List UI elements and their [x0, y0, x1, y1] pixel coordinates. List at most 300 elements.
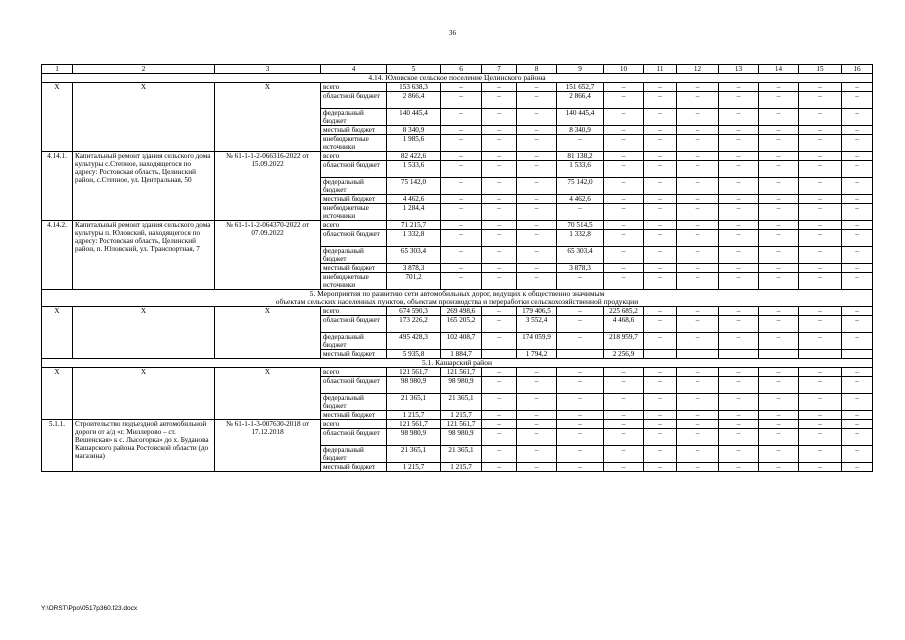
- value-cell: –: [759, 161, 799, 178]
- table-row: [42, 420, 873, 429]
- value-cell: –: [557, 135, 604, 152]
- value-cell: –: [719, 273, 759, 290]
- value-cell: –: [759, 394, 799, 411]
- value-cell: –: [557, 307, 604, 316]
- value-cell: –: [644, 247, 677, 264]
- value-cell: –: [557, 420, 604, 429]
- value-cell: –: [759, 135, 799, 152]
- item-number: X: [42, 83, 73, 152]
- value-cell: 3 878,3: [557, 264, 604, 273]
- value-cell: –: [441, 204, 482, 221]
- value-cell: –: [644, 333, 677, 350]
- value-cell: –: [644, 446, 677, 463]
- value-cell: –: [677, 368, 719, 377]
- value-cell: –: [557, 368, 604, 377]
- value-cell: –: [842, 178, 873, 195]
- value-cell: –: [604, 420, 644, 429]
- value-cell: 1 533,6: [387, 161, 441, 178]
- value-cell: –: [482, 377, 517, 394]
- header-row: [42, 65, 873, 74]
- value-cell: 165 205,2: [441, 316, 482, 333]
- value-cell: 1 215,7: [441, 411, 482, 420]
- value-cell: 121 561,7: [441, 420, 482, 429]
- value-cell: –: [482, 135, 517, 152]
- value-cell: –: [719, 204, 759, 221]
- value-cell: –: [644, 126, 677, 135]
- value-cell: –: [517, 92, 557, 109]
- value-cell: [842, 350, 873, 359]
- expertise-number: X: [215, 368, 321, 420]
- value-cell: –: [677, 195, 719, 204]
- value-cell: –: [482, 463, 517, 472]
- item-number: X: [42, 368, 73, 420]
- value-cell: –: [677, 92, 719, 109]
- page-number: 36: [449, 29, 456, 37]
- value-cell: –: [604, 161, 644, 178]
- header-cell: 10: [604, 65, 644, 74]
- value-cell: –: [799, 92, 842, 109]
- value-cell: –: [677, 429, 719, 446]
- value-cell: 1 332,8: [387, 230, 441, 247]
- value-cell: –: [644, 377, 677, 394]
- value-cell: 1 884,7: [441, 350, 482, 359]
- value-cell: –: [517, 411, 557, 420]
- value-cell: –: [759, 109, 799, 126]
- value-cell: 1 332,8: [557, 230, 604, 247]
- value-cell: –: [517, 446, 557, 463]
- value-cell: –: [604, 135, 644, 152]
- value-cell: –: [799, 411, 842, 420]
- value-cell: 1 794,2: [517, 350, 557, 359]
- value-cell: 701,2: [387, 273, 441, 290]
- value-cell: –: [719, 420, 759, 429]
- header-cell: 9: [557, 65, 604, 74]
- value-cell: –: [644, 135, 677, 152]
- value-cell: –: [517, 230, 557, 247]
- header-cell: 12: [677, 65, 719, 74]
- value-cell: –: [441, 152, 482, 161]
- value-cell: 98 980,9: [441, 377, 482, 394]
- value-cell: [482, 350, 517, 359]
- value-cell: 3 878,3: [387, 264, 441, 273]
- value-cell: –: [604, 221, 644, 230]
- value-cell: –: [482, 178, 517, 195]
- value-cell: –: [759, 92, 799, 109]
- value-cell: –: [677, 230, 719, 247]
- value-cell: –: [441, 178, 482, 195]
- value-cell: 1 985,6: [387, 135, 441, 152]
- value-cell: –: [842, 83, 873, 92]
- expertise-number: № 61-1-1-2-064370-2022 от 07.09.2022: [215, 221, 321, 290]
- header-cell: 4: [321, 65, 387, 74]
- value-cell: 8 340,9: [387, 126, 441, 135]
- value-cell: [799, 350, 842, 359]
- value-cell: 65 303,4: [557, 247, 604, 264]
- funding-source: федеральный бюджет: [321, 333, 387, 350]
- value-cell: –: [517, 394, 557, 411]
- value-cell: –: [719, 230, 759, 247]
- object-name: Капитальный ремонт здания сельского дома культуры п. Юловский, находящегося по адресу: Ростовская область, Целинский район, п. Юловский, ул. Транспортная, 7: [73, 221, 215, 290]
- value-cell: –: [719, 394, 759, 411]
- value-cell: 70 514,5: [557, 221, 604, 230]
- value-cell: [677, 350, 719, 359]
- value-cell: –: [482, 273, 517, 290]
- value-cell: –: [799, 394, 842, 411]
- value-cell: –: [604, 429, 644, 446]
- value-cell: –: [759, 152, 799, 161]
- value-cell: 4 462,6: [557, 195, 604, 204]
- section-title-line: 5. Мероприятия по развитию сети автомобильных дорог, ведущих к общественно значимым: [309, 289, 605, 298]
- value-cell: –: [482, 333, 517, 350]
- value-cell: –: [759, 178, 799, 195]
- value-cell: –: [441, 221, 482, 230]
- value-cell: –: [842, 333, 873, 350]
- value-cell: 71 215,7: [387, 221, 441, 230]
- value-cell: –: [482, 83, 517, 92]
- value-cell: –: [719, 126, 759, 135]
- value-cell: –: [482, 446, 517, 463]
- value-cell: –: [799, 446, 842, 463]
- value-cell: 153 638,3: [387, 83, 441, 92]
- value-cell: 75 142,0: [557, 178, 604, 195]
- value-cell: –: [799, 273, 842, 290]
- value-cell: –: [799, 307, 842, 316]
- value-cell: 140 445,4: [557, 109, 604, 126]
- funding-source: внебюджетные источники: [321, 204, 387, 221]
- value-cell: [557, 350, 604, 359]
- value-cell: –: [719, 411, 759, 420]
- value-cell: 5 935,8: [387, 350, 441, 359]
- value-cell: 1 284,4: [387, 204, 441, 221]
- value-cell: –: [604, 394, 644, 411]
- value-cell: 8 340,9: [557, 126, 604, 135]
- value-cell: –: [799, 429, 842, 446]
- value-cell: 2 256,9: [604, 350, 644, 359]
- value-cell: –: [557, 316, 604, 333]
- value-cell: –: [677, 394, 719, 411]
- value-cell: –: [644, 221, 677, 230]
- value-cell: –: [482, 394, 517, 411]
- value-cell: –: [644, 152, 677, 161]
- value-cell: –: [719, 178, 759, 195]
- value-cell: –: [677, 264, 719, 273]
- value-cell: 1 215,7: [387, 463, 441, 472]
- value-cell: 98 980,9: [387, 377, 441, 394]
- value-cell: 174 059,9: [517, 333, 557, 350]
- value-cell: 173 226,2: [387, 316, 441, 333]
- value-cell: –: [604, 109, 644, 126]
- value-cell: –: [719, 135, 759, 152]
- value-cell: –: [677, 221, 719, 230]
- value-cell: –: [799, 247, 842, 264]
- value-cell: –: [842, 221, 873, 230]
- value-cell: –: [517, 135, 557, 152]
- value-cell: –: [604, 368, 644, 377]
- object-name: Капитальный ремонт здания сельского дома культуры с.Степное, находящегося по адресу: Ростовская область, Целинский район, с.Степное, ул. Центральная, 50: [73, 152, 215, 221]
- value-cell: –: [644, 316, 677, 333]
- value-cell: –: [842, 161, 873, 178]
- value-cell: –: [644, 411, 677, 420]
- value-cell: 98 980,9: [387, 429, 441, 446]
- value-cell: –: [799, 126, 842, 135]
- value-cell: –: [517, 377, 557, 394]
- funding-source: федеральный бюджет: [321, 247, 387, 264]
- header-cell: 11: [644, 65, 677, 74]
- value-cell: –: [604, 195, 644, 204]
- value-cell: –: [719, 316, 759, 333]
- value-cell: –: [517, 368, 557, 377]
- value-cell: –: [677, 463, 719, 472]
- table-row: [42, 221, 873, 230]
- value-cell: –: [644, 83, 677, 92]
- value-cell: –: [759, 195, 799, 204]
- value-cell: –: [644, 178, 677, 195]
- value-cell: –: [441, 264, 482, 273]
- value-cell: –: [842, 429, 873, 446]
- value-cell: –: [482, 109, 517, 126]
- value-cell: [719, 350, 759, 359]
- value-cell: –: [482, 307, 517, 316]
- value-cell: –: [604, 446, 644, 463]
- value-cell: –: [644, 273, 677, 290]
- value-cell: 1 215,7: [387, 411, 441, 420]
- funding-source: всего: [321, 420, 387, 429]
- value-cell: –: [482, 204, 517, 221]
- value-cell: –: [517, 463, 557, 472]
- value-cell: –: [799, 368, 842, 377]
- value-cell: –: [482, 316, 517, 333]
- value-cell: –: [719, 247, 759, 264]
- value-cell: –: [719, 109, 759, 126]
- item-number: 4.14.1.: [42, 152, 73, 221]
- value-cell: –: [517, 126, 557, 135]
- value-cell: –: [441, 83, 482, 92]
- value-cell: –: [719, 446, 759, 463]
- value-cell: –: [482, 152, 517, 161]
- value-cell: –: [517, 264, 557, 273]
- value-cell: –: [517, 83, 557, 92]
- value-cell: –: [677, 446, 719, 463]
- funding-source: местный бюджет: [321, 463, 387, 472]
- funding-source: всего: [321, 83, 387, 92]
- value-cell: –: [604, 273, 644, 290]
- value-cell: –: [759, 420, 799, 429]
- funding-source: областной бюджет: [321, 161, 387, 178]
- value-cell: 21 365,1: [441, 394, 482, 411]
- value-cell: 21 365,1: [387, 446, 441, 463]
- value-cell: –: [842, 204, 873, 221]
- funding-source: федеральный бюджет: [321, 109, 387, 126]
- value-cell: –: [759, 247, 799, 264]
- value-cell: –: [759, 463, 799, 472]
- value-cell: –: [482, 429, 517, 446]
- value-cell: –: [557, 204, 604, 221]
- value-cell: –: [604, 230, 644, 247]
- value-cell: –: [719, 152, 759, 161]
- value-cell: –: [677, 420, 719, 429]
- value-cell: –: [482, 247, 517, 264]
- value-cell: –: [719, 221, 759, 230]
- value-cell: –: [517, 221, 557, 230]
- header-cell: 14: [759, 65, 799, 74]
- table-row: [42, 368, 873, 377]
- value-cell: –: [644, 394, 677, 411]
- value-cell: –: [482, 368, 517, 377]
- object-name: X: [73, 83, 215, 152]
- value-cell: –: [842, 394, 873, 411]
- value-cell: –: [482, 92, 517, 109]
- expertise-number: X: [215, 307, 321, 359]
- funding-source: местный бюджет: [321, 411, 387, 420]
- value-cell: –: [441, 195, 482, 204]
- value-cell: –: [604, 152, 644, 161]
- value-cell: –: [842, 152, 873, 161]
- value-cell: –: [677, 83, 719, 92]
- value-cell: –: [677, 126, 719, 135]
- header-cell: 16: [842, 65, 873, 74]
- value-cell: –: [759, 377, 799, 394]
- funding-source: местный бюджет: [321, 264, 387, 273]
- table-body: [42, 65, 873, 472]
- value-cell: –: [759, 83, 799, 92]
- value-cell: –: [759, 333, 799, 350]
- value-cell: –: [557, 463, 604, 472]
- value-cell: –: [842, 230, 873, 247]
- funding-source: всего: [321, 368, 387, 377]
- table-row: [42, 83, 873, 92]
- funding-source: областной бюджет: [321, 92, 387, 109]
- value-cell: –: [517, 273, 557, 290]
- header-cell: 8: [517, 65, 557, 74]
- value-cell: –: [719, 307, 759, 316]
- value-cell: 21 365,1: [387, 394, 441, 411]
- value-cell: –: [644, 109, 677, 126]
- value-cell: 65 303,4: [387, 247, 441, 264]
- value-cell: –: [759, 368, 799, 377]
- value-cell: –: [604, 83, 644, 92]
- value-cell: –: [719, 92, 759, 109]
- value-cell: –: [799, 161, 842, 178]
- value-cell: –: [441, 273, 482, 290]
- value-cell: –: [644, 195, 677, 204]
- value-cell: –: [604, 126, 644, 135]
- value-cell: –: [799, 109, 842, 126]
- value-cell: –: [719, 333, 759, 350]
- value-cell: –: [604, 463, 644, 472]
- value-cell: –: [482, 264, 517, 273]
- value-cell: –: [719, 463, 759, 472]
- value-cell: –: [441, 161, 482, 178]
- object-name: X: [73, 368, 215, 420]
- expertise-number: X: [215, 83, 321, 152]
- value-cell: –: [799, 463, 842, 472]
- value-cell: –: [842, 247, 873, 264]
- value-cell: –: [644, 368, 677, 377]
- funding-source: областной бюджет: [321, 230, 387, 247]
- value-cell: –: [799, 264, 842, 273]
- value-cell: –: [644, 420, 677, 429]
- value-cell: –: [842, 446, 873, 463]
- value-cell: –: [719, 195, 759, 204]
- value-cell: –: [799, 333, 842, 350]
- value-cell: –: [441, 135, 482, 152]
- value-cell: –: [759, 316, 799, 333]
- value-cell: –: [482, 126, 517, 135]
- value-cell: –: [517, 204, 557, 221]
- funding-source: федеральный бюджет: [321, 446, 387, 463]
- value-cell: 495 428,3: [387, 333, 441, 350]
- table-row: [42, 152, 873, 161]
- funding-source: внебюджетные источники: [321, 273, 387, 290]
- object-name: X: [73, 307, 215, 359]
- section-row: [42, 290, 873, 307]
- value-cell: –: [759, 204, 799, 221]
- value-cell: 218 959,7: [604, 333, 644, 350]
- value-cell: 21 365,1: [441, 446, 482, 463]
- funding-source: федеральный бюджет: [321, 394, 387, 411]
- value-cell: –: [719, 429, 759, 446]
- value-cell: –: [604, 204, 644, 221]
- value-cell: –: [842, 92, 873, 109]
- funding-source: областной бюджет: [321, 316, 387, 333]
- value-cell: –: [644, 463, 677, 472]
- value-cell: –: [842, 420, 873, 429]
- value-cell: –: [644, 429, 677, 446]
- value-cell: –: [842, 135, 873, 152]
- value-cell: –: [677, 152, 719, 161]
- value-cell: –: [799, 316, 842, 333]
- value-cell: –: [644, 204, 677, 221]
- value-cell: 179 406,5: [517, 307, 557, 316]
- section-row: [42, 359, 873, 368]
- value-cell: 1 533,6: [557, 161, 604, 178]
- header-cell: 3: [215, 65, 321, 74]
- value-cell: –: [482, 221, 517, 230]
- header-cell: 13: [719, 65, 759, 74]
- value-cell: –: [517, 178, 557, 195]
- value-cell: –: [799, 420, 842, 429]
- value-cell: –: [842, 126, 873, 135]
- value-cell: 1 215,7: [441, 463, 482, 472]
- value-cell: –: [604, 264, 644, 273]
- value-cell: –: [604, 411, 644, 420]
- value-cell: 98 980,9: [441, 429, 482, 446]
- funding-source: областной бюджет: [321, 377, 387, 394]
- value-cell: –: [842, 195, 873, 204]
- value-cell: –: [441, 247, 482, 264]
- value-cell: –: [842, 463, 873, 472]
- value-cell: –: [557, 377, 604, 394]
- value-cell: –: [517, 247, 557, 264]
- value-cell: –: [677, 377, 719, 394]
- value-cell: 2 866,4: [387, 92, 441, 109]
- value-cell: –: [604, 377, 644, 394]
- value-cell: –: [677, 178, 719, 195]
- value-cell: –: [677, 411, 719, 420]
- value-cell: –: [799, 377, 842, 394]
- value-cell: –: [759, 446, 799, 463]
- value-cell: –: [799, 230, 842, 247]
- object-name: Строительство подъездной автомобильной дороги от а/д «г. Миллерово – ст. Вешенская» к с. Лысогорка» до х. Буданова Кашарского района Ростовской области (до магазина): [73, 420, 215, 472]
- value-cell: –: [604, 247, 644, 264]
- value-cell: –: [644, 307, 677, 316]
- value-cell: –: [441, 126, 482, 135]
- value-cell: –: [604, 92, 644, 109]
- item-number: 4.14.2.: [42, 221, 73, 290]
- value-cell: –: [759, 307, 799, 316]
- funding-source: всего: [321, 152, 387, 161]
- value-cell: 4 462,6: [387, 195, 441, 204]
